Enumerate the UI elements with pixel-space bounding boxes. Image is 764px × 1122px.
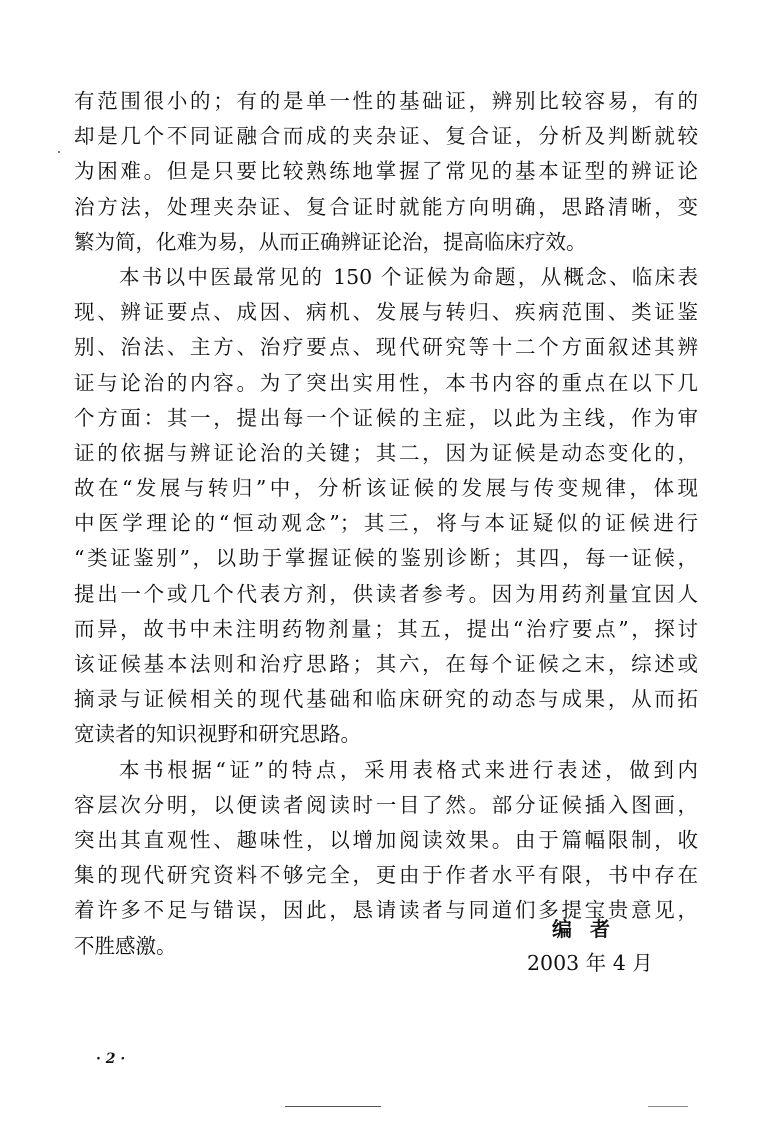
body-line: 中医学理论的“恒动观念”；其三，将与本证疑似的证候进行 [74,511,698,536]
body-line: 别、治法、主方、治疗要点、现代研究等十二个方面叙述其辨 [74,335,698,360]
body-line: 摘录与证候相关的现代基础和临床研究的动态与成果，从而拓 [74,687,698,712]
body-line: 证与论治的内容。为了突出实用性，本书内容的重点在以下几 [74,370,698,395]
body-line: 治方法，处理夹杂证、复合证时就能方向明确，思路清晰，变 [74,194,698,219]
body-line: 现、辨证要点、成因、病机、发展与转归、疾病范围、类证鉴 [74,300,698,325]
body-line: “类证鉴别”，以助于掌握证候的鉴别诊断；其四，每一证候， [74,546,698,571]
body-line: 故在“发展与转归”中，分析该证候的发展与传变规律，体现 [74,476,698,501]
body-line: 有范围很小的；有的是单一性的基础证，辨别比较容易，有的 [74,89,698,113]
body-line: 本书根据“证”的特点，采用表格式来进行表述，做到内 [119,757,698,782]
body-line: 着许多不足与错误，因此，恳请读者与同道们多提宝贵意见， [74,898,698,923]
body-line: 繁为简，化难为易，从而正确辨证论治，提高临床疗效。 [74,229,587,254]
page-number: · 2 · [96,1051,126,1067]
scan-speck [58,151,60,153]
scan-artifact-rule [285,1106,381,1107]
body-line: 而异，故书中未注明药物剂量；其五，提出“治疗要点”，探讨 [74,616,698,641]
body-line: 集的现代研究资料不够完全，更由于作者水平有限，书中存在 [74,863,698,888]
body-line: 宽读者的知识视野和研究思路。 [74,722,361,747]
body-line: 不胜感激。 [74,933,177,958]
body-line: 证的依据与辨证论治的关键；其二，因为证候是动态变化的， [74,440,698,465]
body-line: 容层次分明，以便读者阅读时一目了然。部分证候插入图画， [74,792,698,817]
body-line: 个方面：其一，提出每一个证候的主症，以此为主线，作为审 [74,405,698,430]
author-signature: 编者 [552,917,628,941]
body-line: 突出其直观性、趣味性，以增加阅读效果。由于篇幅限制，收 [74,827,698,852]
body-line: 本书以中医最常见的 150 个证候为命题，从概念、临床表 [119,264,698,289]
body-line: 该证候基本法则和治疗思路；其六，在每个证候之末，综述或 [74,652,698,676]
scan-artifact-rule [648,1106,688,1107]
body-line: 为困难。但是只要比较熟练地掌握了常见的基本证型的辨证论 [74,159,698,184]
body-line: 提出一个或几个代表方剂，供读者参考。因为用药剂量宜因人 [74,581,698,606]
preface-body [74,84,698,964]
preface-date: 2003 年 4 月 [527,951,653,975]
body-line: 却是几个不同证融合而成的夹杂证、复合证，分析及判断就较 [74,124,698,149]
